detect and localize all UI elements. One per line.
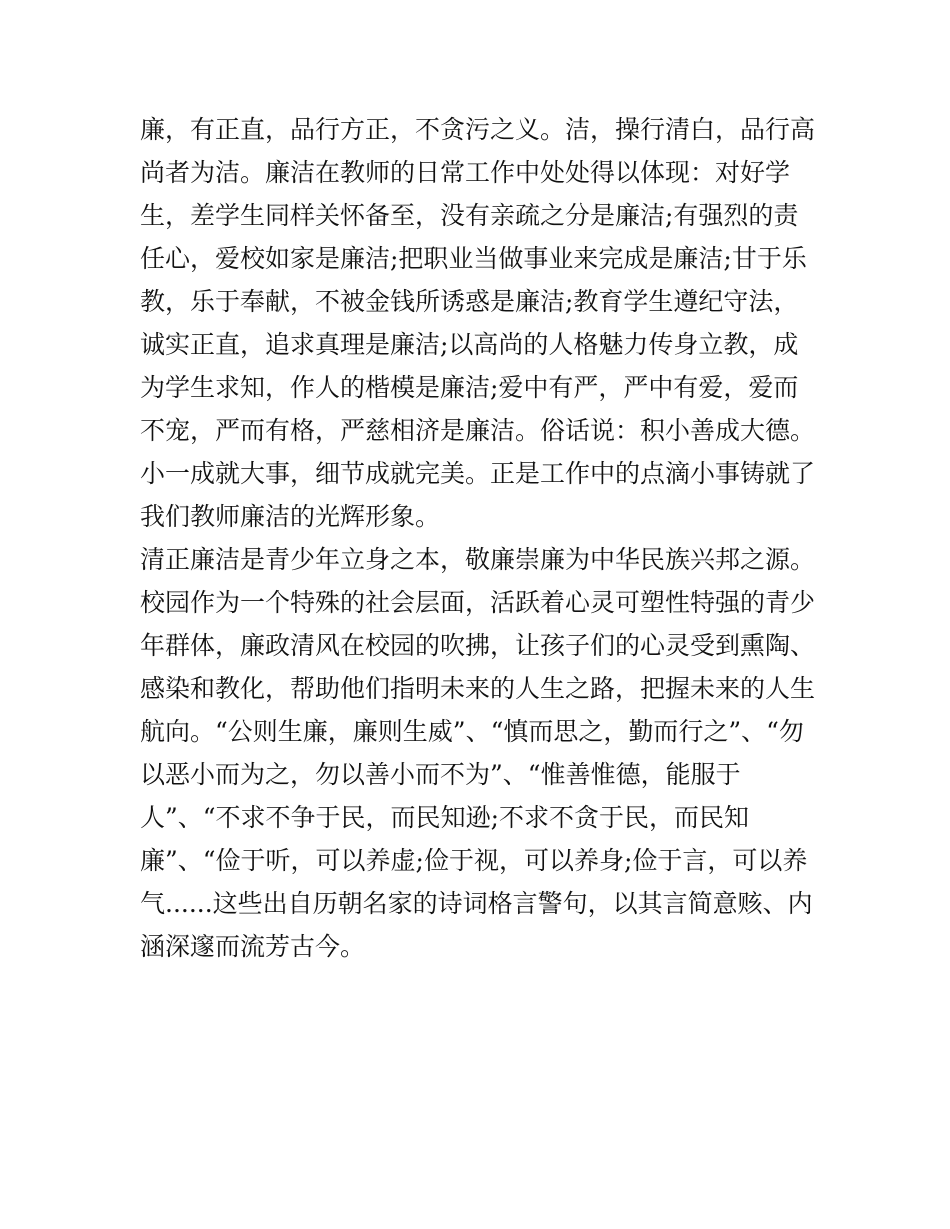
text-line: 尚者为洁。廉洁在教师的日常工作中处处得以体现：对好学 (140, 158, 791, 187)
paragraph (140, 538, 820, 968)
text-line: 廉”、“俭于听，可以养虚;俭于视，可以养身;俭于言，可以养 (140, 846, 808, 875)
text-line: 以恶小而为之，勿以善小而不为”、“惟善惟德，能服于 (140, 760, 741, 789)
text-line: 为学生求知，作人的楷模是廉洁;爱中有严，严中有爱，爱而 (140, 373, 799, 402)
text-line: 生，差学生同样关怀备至，没有亲疏之分是廉洁;有强烈的责 (140, 201, 799, 230)
text-line: 我们教师廉洁的光辉形象。 (140, 502, 441, 531)
text-line: 诚实正直，追求真理是廉洁;以高尚的人格魅力传身立教，成 (140, 330, 799, 359)
text-line: 任心，爱校如家是廉洁;把职业当做事业来完成是廉洁;甘于乐 (140, 244, 807, 273)
text-line: 涵深邃而流芳古今。 (140, 932, 366, 961)
text-line: 不宠，严而有格，严慈相济是廉洁。俗话说：积小善成大德。 (140, 416, 816, 445)
text-line: 航向。“公则生廉，廉则生威”、“慎而思之，勤而行之”、“勿 (140, 717, 804, 746)
text-line: 气......这些出自历朝名家的诗词格言警句，以其言简意赅、内 (140, 889, 813, 918)
text-line: 年群体，廉政清风在校园的吹拂，让孩子们的心灵受到熏陶、 (140, 631, 816, 660)
text-line: 廉，有正直，品行方正，不贪污之义。洁，操行清白，品行高 (140, 115, 816, 144)
text-line: 感染和教化，帮助他们指明未来的人生之路，把握未来的人生 (140, 674, 816, 703)
text-line: 校园作为一个特殊的社会层面，活跃着心灵可塑性特强的青少 (140, 588, 816, 617)
document-body (140, 108, 820, 968)
paragraph (140, 108, 820, 538)
text-line: 清正廉洁是青少年立身之本，敬廉崇廉为中华民族兴邦之源。 (140, 545, 816, 574)
text-line: 教，乐于奉献，不被金钱所诱惑是廉洁;教育学生遵纪守法， (140, 287, 799, 316)
text-line: 人”、“不求不争于民，而民知逊;不求不贪于民，而民知 (140, 803, 749, 832)
text-line: 小一成就大事，细节成就完美。正是工作中的点滴小事铸就了 (140, 459, 816, 488)
